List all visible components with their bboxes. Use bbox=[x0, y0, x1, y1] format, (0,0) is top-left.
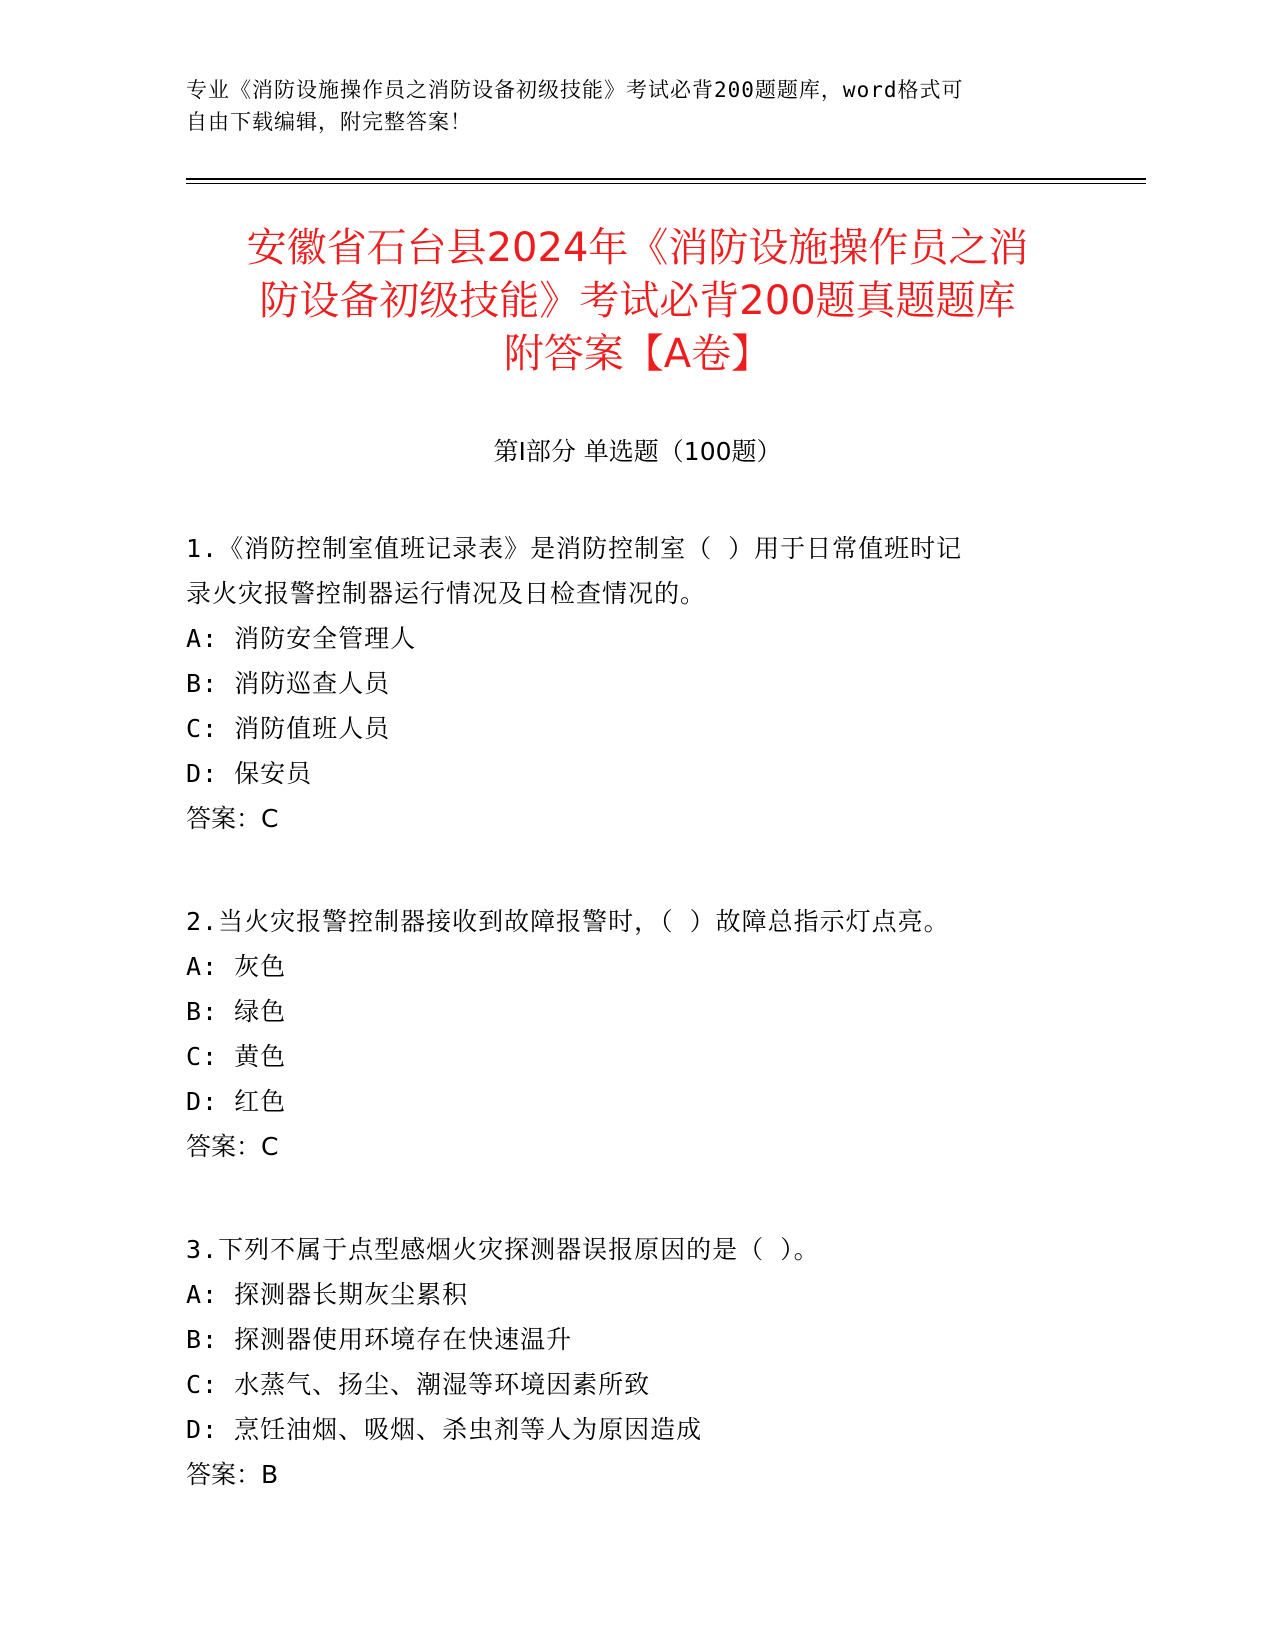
option-a: A: 灰色 bbox=[186, 952, 287, 981]
option-b: B: 探测器使用环境存在快速温升 bbox=[186, 1325, 573, 1354]
option-c: C: 水蒸气、扬尘、潮湿等环境因素所致 bbox=[186, 1370, 651, 1399]
question-stem: 1.《消防控制室值班记录表》是消防控制室（ ）用于日常值班时记 bbox=[186, 534, 963, 563]
option-d: D: 红色 bbox=[186, 1087, 287, 1116]
question-stem: 3.下列不属于点型感烟火灾探测器误报原因的是（ ）。 bbox=[186, 1235, 820, 1264]
answer-line: 答案：C bbox=[186, 1132, 279, 1161]
answer-line: 答案：B bbox=[186, 1460, 279, 1489]
option-c: C: 消防值班人员 bbox=[186, 714, 391, 743]
option-b: B: 消防巡查人员 bbox=[186, 669, 391, 698]
intro-text bbox=[186, 74, 1066, 138]
option-c: C: 黄色 bbox=[186, 1042, 287, 1071]
question-2 bbox=[186, 899, 1086, 1169]
header-divider-thin bbox=[186, 183, 1146, 184]
header-divider-thick bbox=[186, 178, 1146, 180]
option-d: D: 保安员 bbox=[186, 759, 313, 788]
question-stem-continued: 录火灾报警控制器运行情况及日检查情况的。 bbox=[186, 579, 707, 608]
document-title bbox=[150, 222, 1125, 381]
answer-line: 答案：C bbox=[186, 804, 279, 833]
title-line-1: 安徽省石台县2024年《消防设施操作员之消 bbox=[246, 225, 1029, 271]
question-list bbox=[186, 526, 1086, 1555]
intro-line-2: 自由下载编辑，附完整答案！ bbox=[186, 110, 472, 134]
option-a: A: 消防安全管理人 bbox=[186, 624, 417, 653]
title-line-2: 防设备初级技能》考试必背200题真题题库 bbox=[259, 278, 1016, 324]
section-heading: 第I部分 单选题（100题） bbox=[493, 437, 782, 466]
question-3 bbox=[186, 1227, 1086, 1497]
option-d: D: 烹饪油烟、吸烟、杀虫剂等人为原因造成 bbox=[186, 1415, 703, 1444]
option-a: A: 探测器长期灰尘累积 bbox=[186, 1280, 469, 1309]
option-b: B: 绿色 bbox=[186, 997, 287, 1026]
title-line-3: 附答案【A卷】 bbox=[503, 331, 772, 377]
intro-line-1: 专业《消防设施操作员之消防设备初级技能》考试必背200题题库，word格式可 bbox=[186, 78, 964, 102]
question-stem: 2.当火灾报警控制器接收到故障报警时，（ ）故障总指示灯点亮。 bbox=[186, 907, 950, 936]
question-1 bbox=[186, 526, 1086, 841]
